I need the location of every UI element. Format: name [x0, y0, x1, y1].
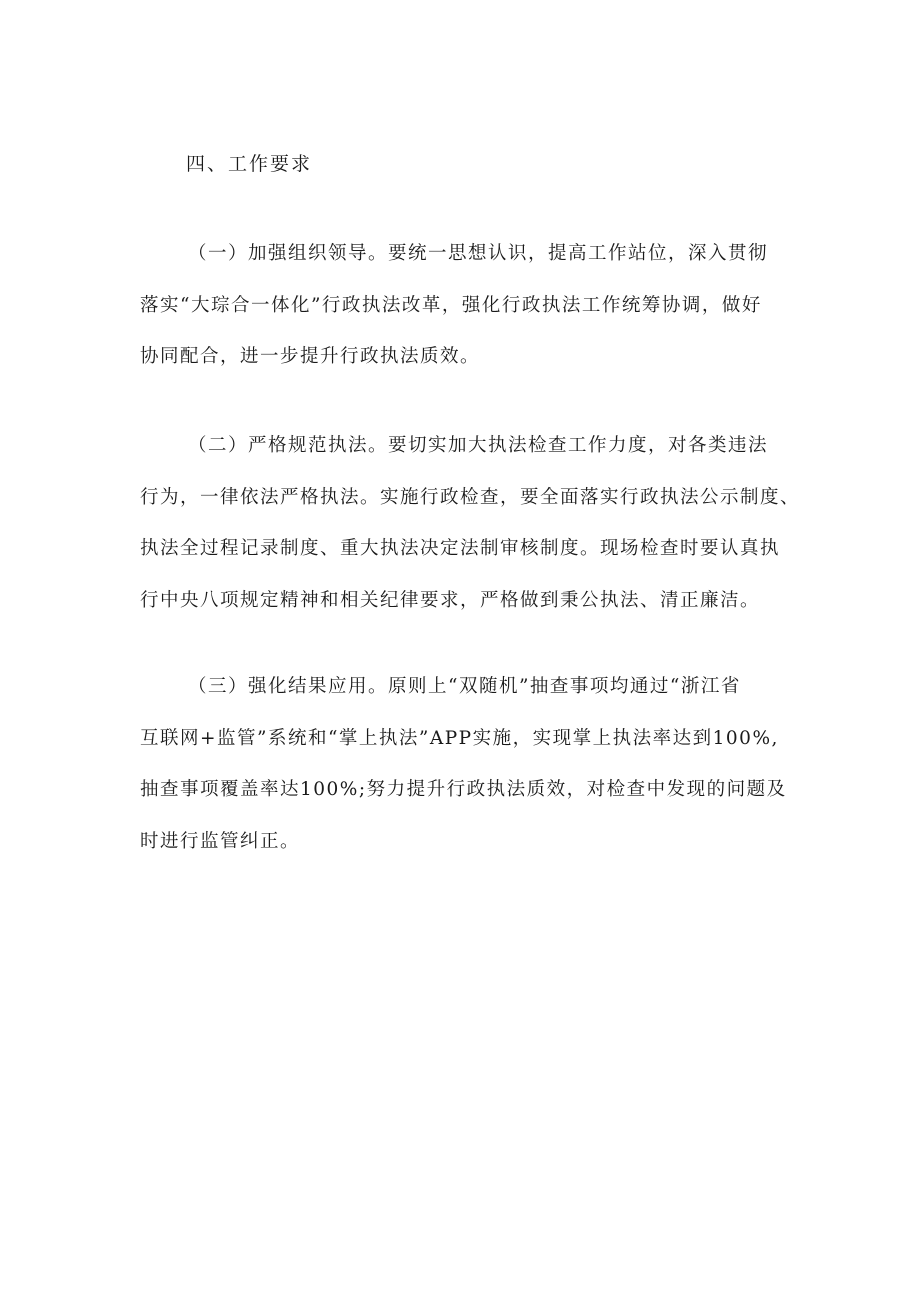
paragraph-line: 行中央八项规定精神和相关纪律要求，严格做到秉公执法、清正廉洁。	[140, 589, 761, 611]
paragraph-line: 行为，一律依法严格执法。实施行政检查，要全面落实行政执法公示制度、	[140, 486, 801, 508]
paragraph-line: （三）强化结果应用。原则上“双随机”抽查事项均通过“浙江省	[188, 676, 741, 697]
paragraph-line: 时进行监管纠正。	[140, 830, 301, 852]
paragraph-line: 互联网+监管”系统和“掌上执法”APP实施，实现掌上执法率达到100%,	[140, 727, 779, 749]
paragraph-line: 抽查事项覆盖率达100%;努力提升行政执法质效，对检查中发现的问题及	[140, 779, 787, 800]
paragraph-strengthen-leadership	[140, 228, 800, 383]
section-heading: 四、工作要求	[186, 153, 313, 175]
paragraph-strict-enforcement	[140, 420, 800, 626]
paragraph-line: 执法全过程记录制度、重大执法决定法制审核制度。现场检查时要认真执	[140, 538, 781, 559]
paragraph-line: 协同配合，进一步提升行政执法质效。	[140, 346, 481, 367]
paragraph-result-application	[140, 661, 800, 867]
paragraph-line: 落实“大琮合一体化”行政执法改革，强化行政执法工作统筹协调，做好	[140, 294, 762, 316]
paragraph-line: （二）严格规范执法。要切实加大执法检查工作力度，对各类违法	[188, 435, 769, 456]
paragraph-line: （一）加强组织领导。要统一思想认识，提高工作站位，深入贯彻	[188, 243, 769, 264]
